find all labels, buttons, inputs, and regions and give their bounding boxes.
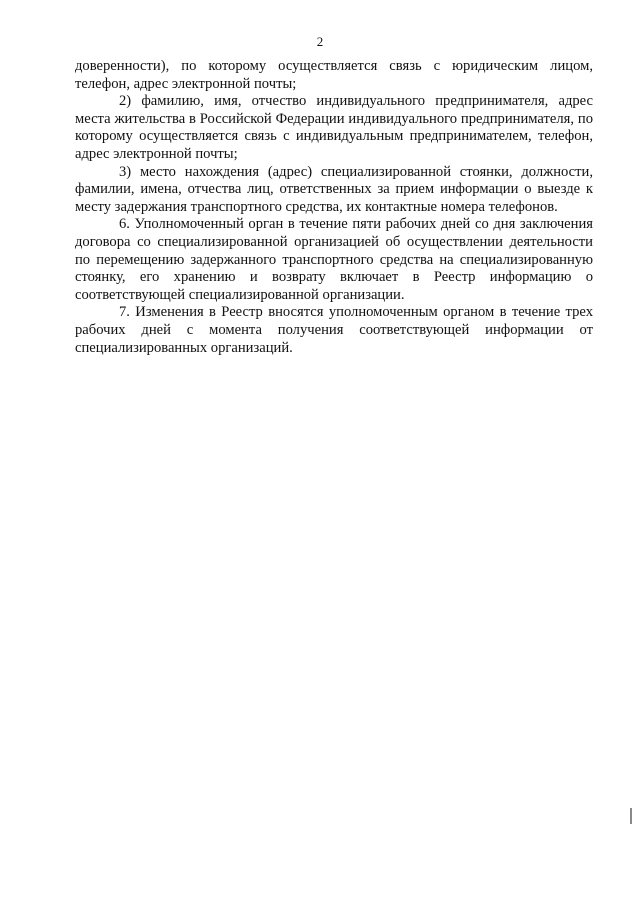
paragraph-clause-6: 6. Уполномоченный орган в течение пяти рабочих дней со дня заключения договора со специализированной организацией об осуществлении деятельности по перемещению задержанного транспортного средства на специализированную стоянку, его хранению и возврату включает в Реестр информацию о соответствующей специализированной организации. <box>75 216 593 303</box>
document-body <box>75 58 593 357</box>
scan-edge-mark <box>630 808 632 824</box>
paragraph-item-2: 2) фамилию, имя, отчество индивидуального предпринимателя, адрес места жительства в Российской Федерации индивидуального предпринимателя, по которому осуществляется связь с индивидуальным предпринимателем, телефон, адрес электронной почты; <box>75 93 593 162</box>
paragraph-contact-continuation: доверенности), по которому осуществляется связь с юридическим лицом, телефон, адрес электронной почты; <box>75 58 593 92</box>
page-number: 2 <box>316 34 324 49</box>
paragraph-clause-7: 7. Изменения в Реестр вносятся уполномоченным органом в течение трех рабочих дней с момента получения соответствующей информации от специализированных организаций. <box>75 304 593 356</box>
paragraph-item-3: 3) место нахождения (адрес) специализированной стоянки, должности, фамилии, имена, отчества лиц, ответственных за прием информации о выезде к месту задержания транспортного средства, их контактные номера телефонов. <box>75 163 593 215</box>
